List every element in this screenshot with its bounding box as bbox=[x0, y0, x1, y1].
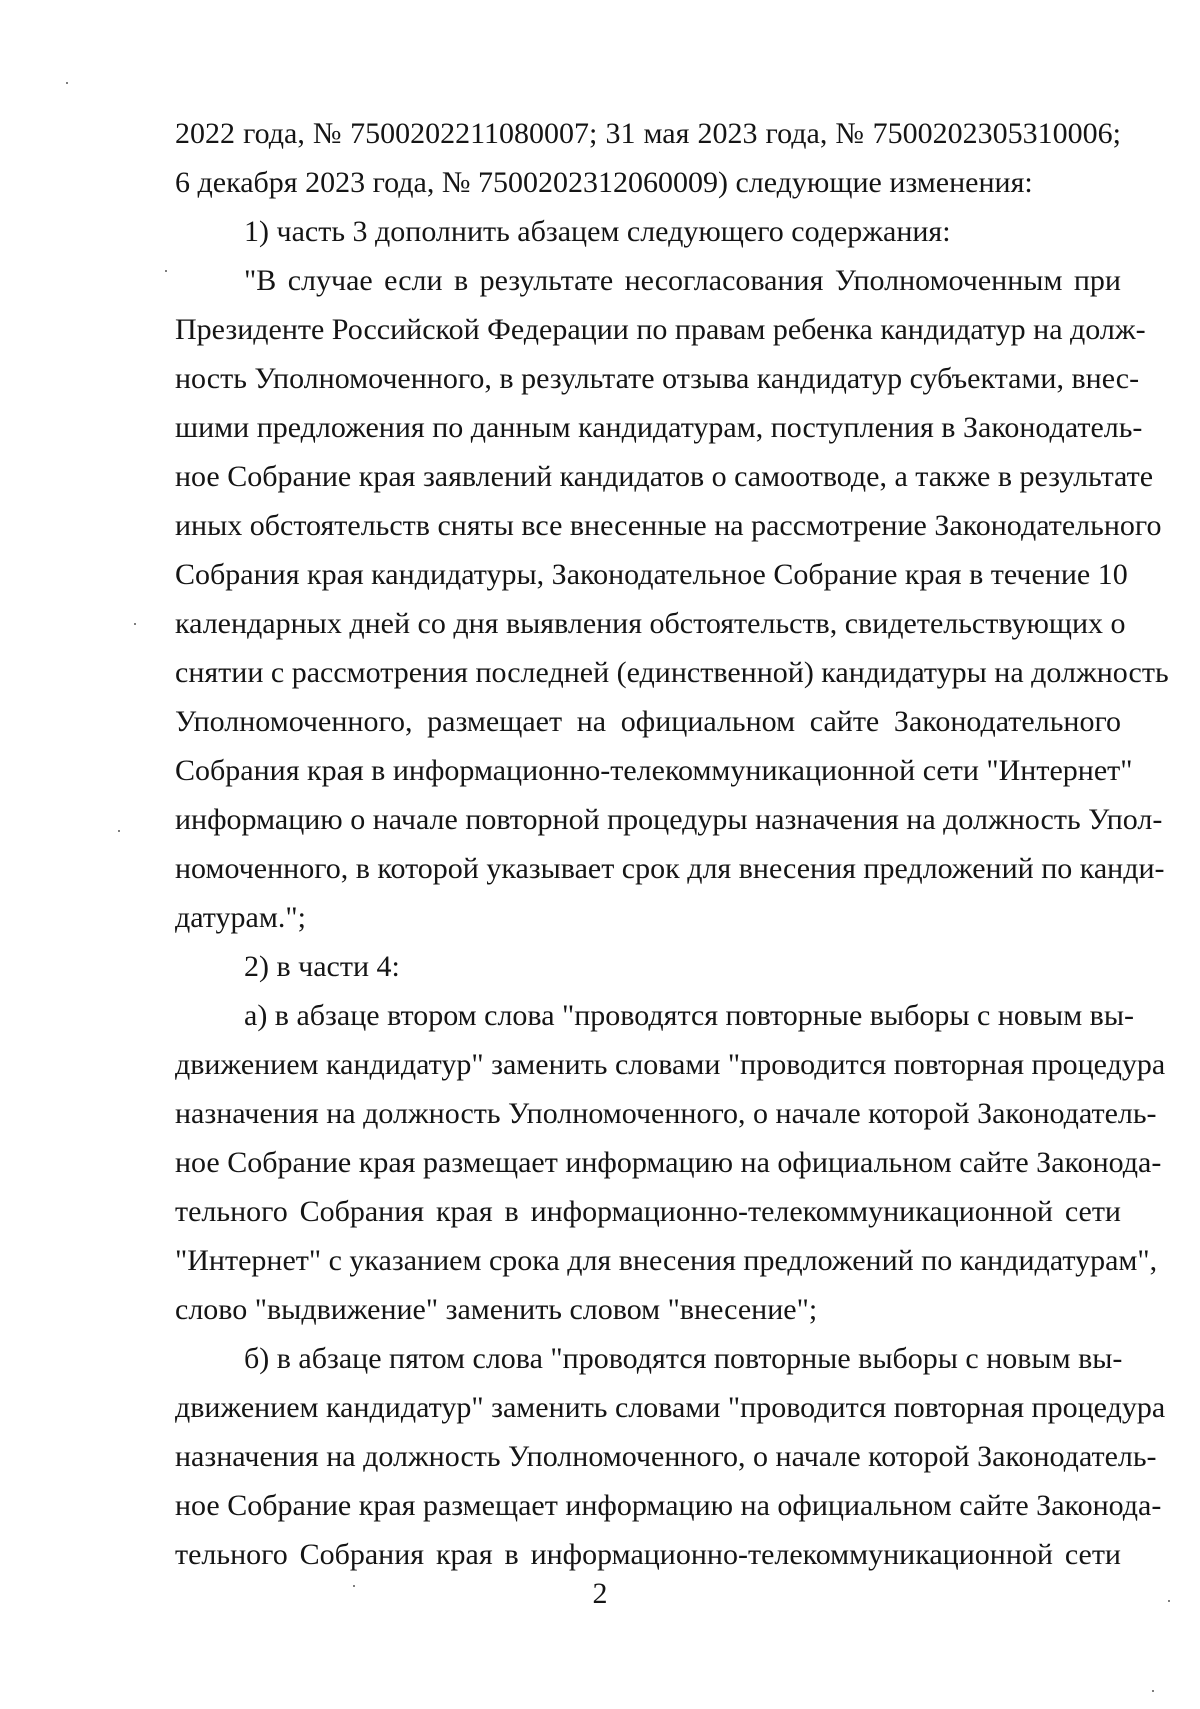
text-line: Собрания края кандидатуры, Законодательное Собрание края в течение 10 bbox=[175, 558, 1128, 591]
page-number: 2 bbox=[592, 1577, 608, 1610]
text-line: шими предложения по данным кандидатурам, поступления в Законодатель- bbox=[175, 411, 1143, 444]
text-line: движением кандидатур" заменить словами "проводится повторная процедура bbox=[175, 1391, 1166, 1424]
text-line: Президенте Российской Федерации по правам ребенка кандидатур на долж- bbox=[175, 313, 1146, 346]
text-line: слово "выдвижение" заменить словом "внесение"; bbox=[175, 1293, 818, 1326]
text-line: иных обстоятельств сняты все внесенные на рассмотрение Законодательного bbox=[175, 509, 1162, 542]
text-line: ное Собрание края размещает информацию на официальном сайте Законода- bbox=[175, 1146, 1162, 1179]
text-line: ное Собрание края заявлений кандидатов о самоотводе, а также в результате bbox=[175, 460, 1154, 493]
text-line: "В случае если в результате несогласования Уполномоченным при bbox=[244, 264, 1121, 297]
text-line: 1) часть 3 дополнить абзацем следующего содержания: bbox=[244, 215, 951, 248]
text-line: датурам."; bbox=[175, 901, 306, 934]
text-line: б) в абзаце пятом слова "проводятся повторные выборы с новым вы- bbox=[244, 1342, 1123, 1375]
scan-speck bbox=[165, 270, 167, 272]
text-line: "Интернет" с указанием срока для внесения предложений по кандидатурам", bbox=[175, 1244, 1158, 1277]
text-line: назначения на должность Уполномоченного, о начале которой Законодатель- bbox=[175, 1440, 1157, 1473]
text-line: 2022 года, № 7500202211080007; 31 мая 2023 года, № 7500202305310006; bbox=[175, 117, 1121, 150]
text-line: а) в абзаце втором слова "проводятся повторные выборы с новым вы- bbox=[244, 999, 1134, 1032]
text-line: 6 декабря 2023 года, № 7500202312060009) следующие изменения: bbox=[175, 166, 1033, 199]
scan-speck bbox=[1168, 1600, 1170, 1602]
scan-speck bbox=[134, 623, 136, 625]
text-line: тельного Собрания края в информационно-телекоммуникационной сети bbox=[175, 1195, 1121, 1228]
text-line: ность Уполномоченного, в результате отзыва кандидатур субъектами, внес- bbox=[175, 362, 1140, 395]
text-line: номоченного, в которой указывает срок для внесения предложений по канди- bbox=[175, 852, 1165, 885]
text-line: движением кандидатур" заменить словами "проводится повторная процедура bbox=[175, 1048, 1166, 1081]
text-line: ное Собрание края размещает информацию на официальном сайте Законода- bbox=[175, 1489, 1162, 1522]
scan-speck bbox=[118, 830, 120, 832]
text-line: тельного Собрания края в информационно-телекоммуникационной сети bbox=[175, 1538, 1121, 1571]
scan-speck bbox=[353, 1585, 355, 1587]
text-line: Уполномоченного, размещает на официальном сайте Законодательного bbox=[175, 705, 1121, 738]
text-line: календарных дней со дня выявления обстоятельств, свидетельствующих о bbox=[175, 607, 1126, 640]
scan-speck bbox=[1152, 1690, 1154, 1692]
scan-speck bbox=[66, 82, 68, 84]
text-line: информацию о начале повторной процедуры назначения на должность Упол- bbox=[175, 803, 1163, 836]
text-line: 2) в части 4: bbox=[244, 950, 400, 983]
text-line: снятии с рассмотрения последней (единственной) кандидатуры на должность bbox=[175, 656, 1169, 689]
text-line: Собрания края в информационно-телекоммуникационной сети "Интернет" bbox=[175, 754, 1133, 787]
text-line: назначения на должность Уполномоченного, о начале которой Законодатель- bbox=[175, 1097, 1157, 1130]
